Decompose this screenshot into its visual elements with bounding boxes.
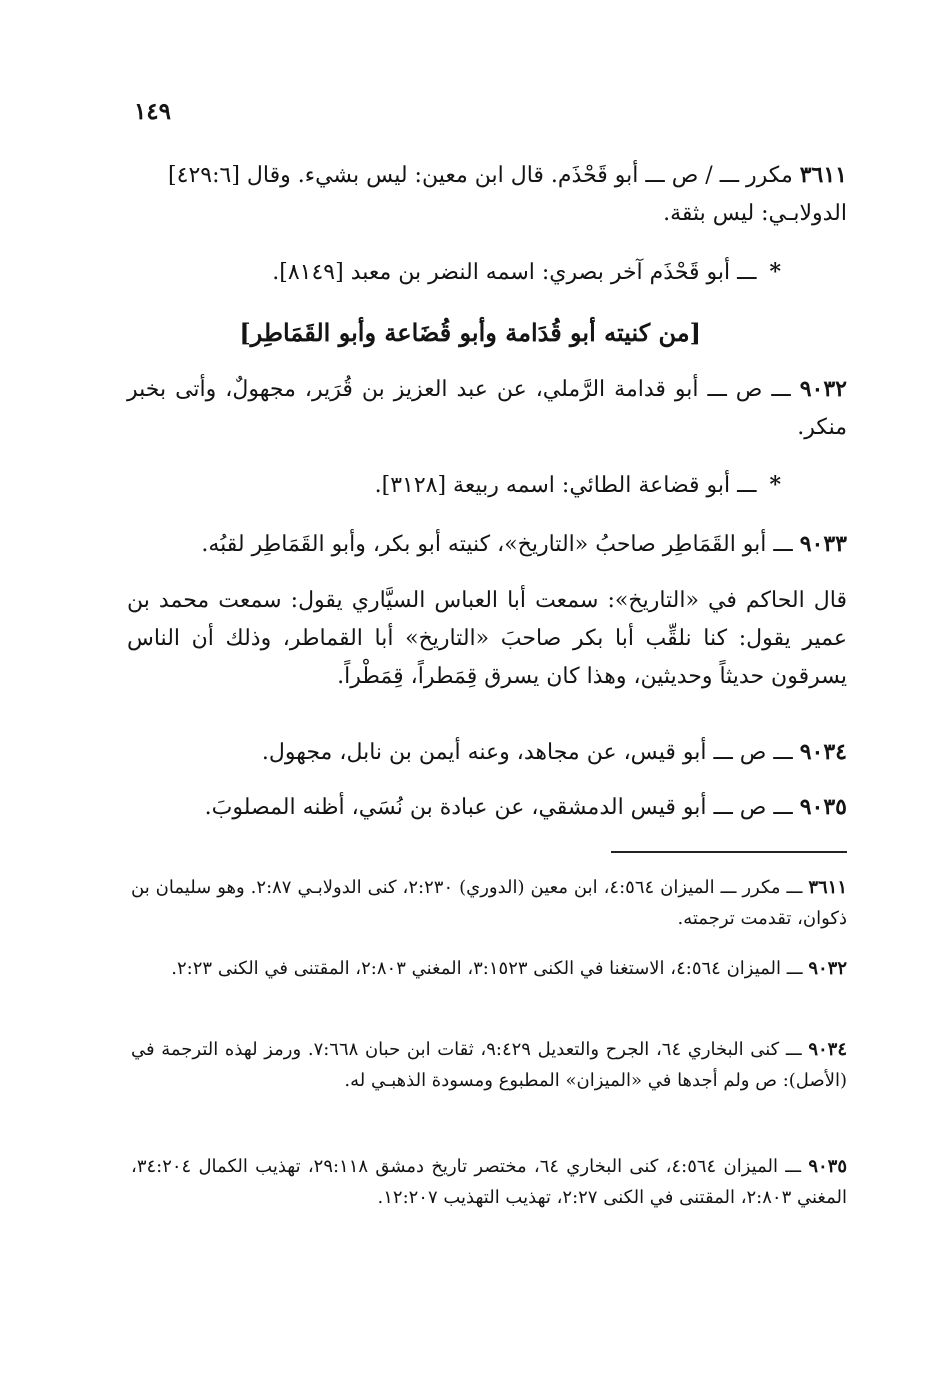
- footnote-text: ـــ مكرر ـــ الميزان ٤:٥٦٤، ابن معين (الدوري) ٢:٢٣٠، كنى الدولابـي ٢:٨٧. وهو سليمان بن ذكوان، تقدمت ترجمته.: [131, 877, 847, 929]
- entry-3611-line1: [127, 156, 847, 195]
- footnote-number: ٩٠٣٥: [808, 1156, 847, 1177]
- footnote-text: ـــ الميزان ٤:٥٦٤، الاستغنا في الكنى ٣:١٥٢٣، المغني ٢:٨٠٣، المقتنى في الكنى ٢:٢٣.: [171, 958, 803, 979]
- page-number: ١٤٩: [133, 98, 171, 125]
- footnote-number: ٩٠٣٢: [808, 958, 847, 979]
- entry-9035: [127, 788, 847, 827]
- asterisk-mark: *: [769, 259, 781, 285]
- entry-3611: [127, 156, 847, 233]
- footnote-number: ٩٠٣٤: [808, 1039, 848, 1060]
- footnote-number: ٣٦١١: [808, 877, 847, 898]
- entry-number: ٩٠٣٤: [799, 739, 847, 765]
- footnote-3611: [131, 872, 847, 934]
- entry-3611-line2: الدولابـي: ليس بثقة.: [663, 201, 847, 226]
- star-note-text: ـــ أبو قَحْذَم آخر بصري: اسمه النضر بن معبد [٨١٤٩].: [272, 260, 757, 285]
- hakim-quote: قال الحاكم في «التاريخ»: سمعت أبا العباس السيَّاري يقول: سمعت محمد بن عمير يقول: كنا نلقِّب أبا بكر صاحبَ «التاريخ» أبا القماطر، وذلك أن الناس يسرقون حديثاً وحديثين، وهذا كان يسرق قِمَطراً، قِمَطْراً.: [127, 588, 847, 689]
- star-note-qudaa: [131, 466, 781, 505]
- section-heading: [من كنيته أبو قُدَامة وأبو قُضَاعة وأبو القَمَاطِر]: [239, 318, 701, 347]
- entry-9033: [127, 525, 847, 564]
- footnote-9035: [131, 1151, 847, 1213]
- entry-number: ٩٠٣٢: [799, 376, 847, 402]
- entry-number: ٩٠٣٥: [799, 794, 847, 820]
- footnote-text: ـــ الميزان ٤:٥٦٤، كنى البخاري ٦٤، مختصر تاريخ دمشق ٢٩:١١٨، تهذيب الكمال ٣٤:٢٠٤، المغني ٢:٨٠٣، المقتنى في الكنى ٢:٢٧، تهذيب التهذيب ١٢:٢٠٧.: [131, 1156, 847, 1208]
- footnote-9034: [131, 1034, 847, 1096]
- footnote-9032: [131, 953, 847, 984]
- entry-text: ـــ ص ـــ أبو قيس، عن مجاهد، وعنه أيمن بن نابل، مجهول.: [261, 740, 793, 765]
- cross-reference: [٤٢٩:٦]: [168, 163, 240, 188]
- entry-text: ـــ أبو القَمَاطِر صاحبُ «التاريخ»، كنيته أبو بكر، وأبو القَمَاطِر لقبُه.: [201, 532, 793, 557]
- entry-text: مكرر ـــ / ص ـــ أبو قَحْذَم. قال ابن معين: ليس بشيء. وقال: [246, 163, 793, 188]
- asterisk-mark: *: [769, 472, 781, 498]
- star-note-text: ـــ أبو قضاعة الطائي: اسمه ربيعة [٣١٢٨].: [374, 473, 757, 498]
- entry-text: ـــ ص ـــ أبو قدامة الرَّملي، عن عبد العزيز بن قُرَير، مجهولٌ، وأتى بخبر منكر.: [127, 377, 847, 440]
- entry-text: ـــ ص ـــ أبو قيس الدمشقي، عن عبادة بن نُسَي، أظنه المصلوبَ.: [204, 795, 793, 820]
- entry-9032: [127, 370, 847, 447]
- entry-number: ٩٠٣٣: [799, 531, 847, 557]
- footnote-text: ـــ كنى البخاري ٦٤، الجرح والتعديل ٩:٤٢٩، ثقات ابن حبان ٧:٦٦٨. ورمز لهذه الترجمة في (الأصل): ص ولم أجدها في «الميزان» المطبوع ومسودة الذهبـي له.: [131, 1039, 847, 1091]
- entry-number: ٣٦١١: [799, 162, 847, 188]
- star-note-qahdham: [131, 253, 781, 292]
- entry-9034: [127, 733, 847, 772]
- footnote-separator: [611, 851, 847, 853]
